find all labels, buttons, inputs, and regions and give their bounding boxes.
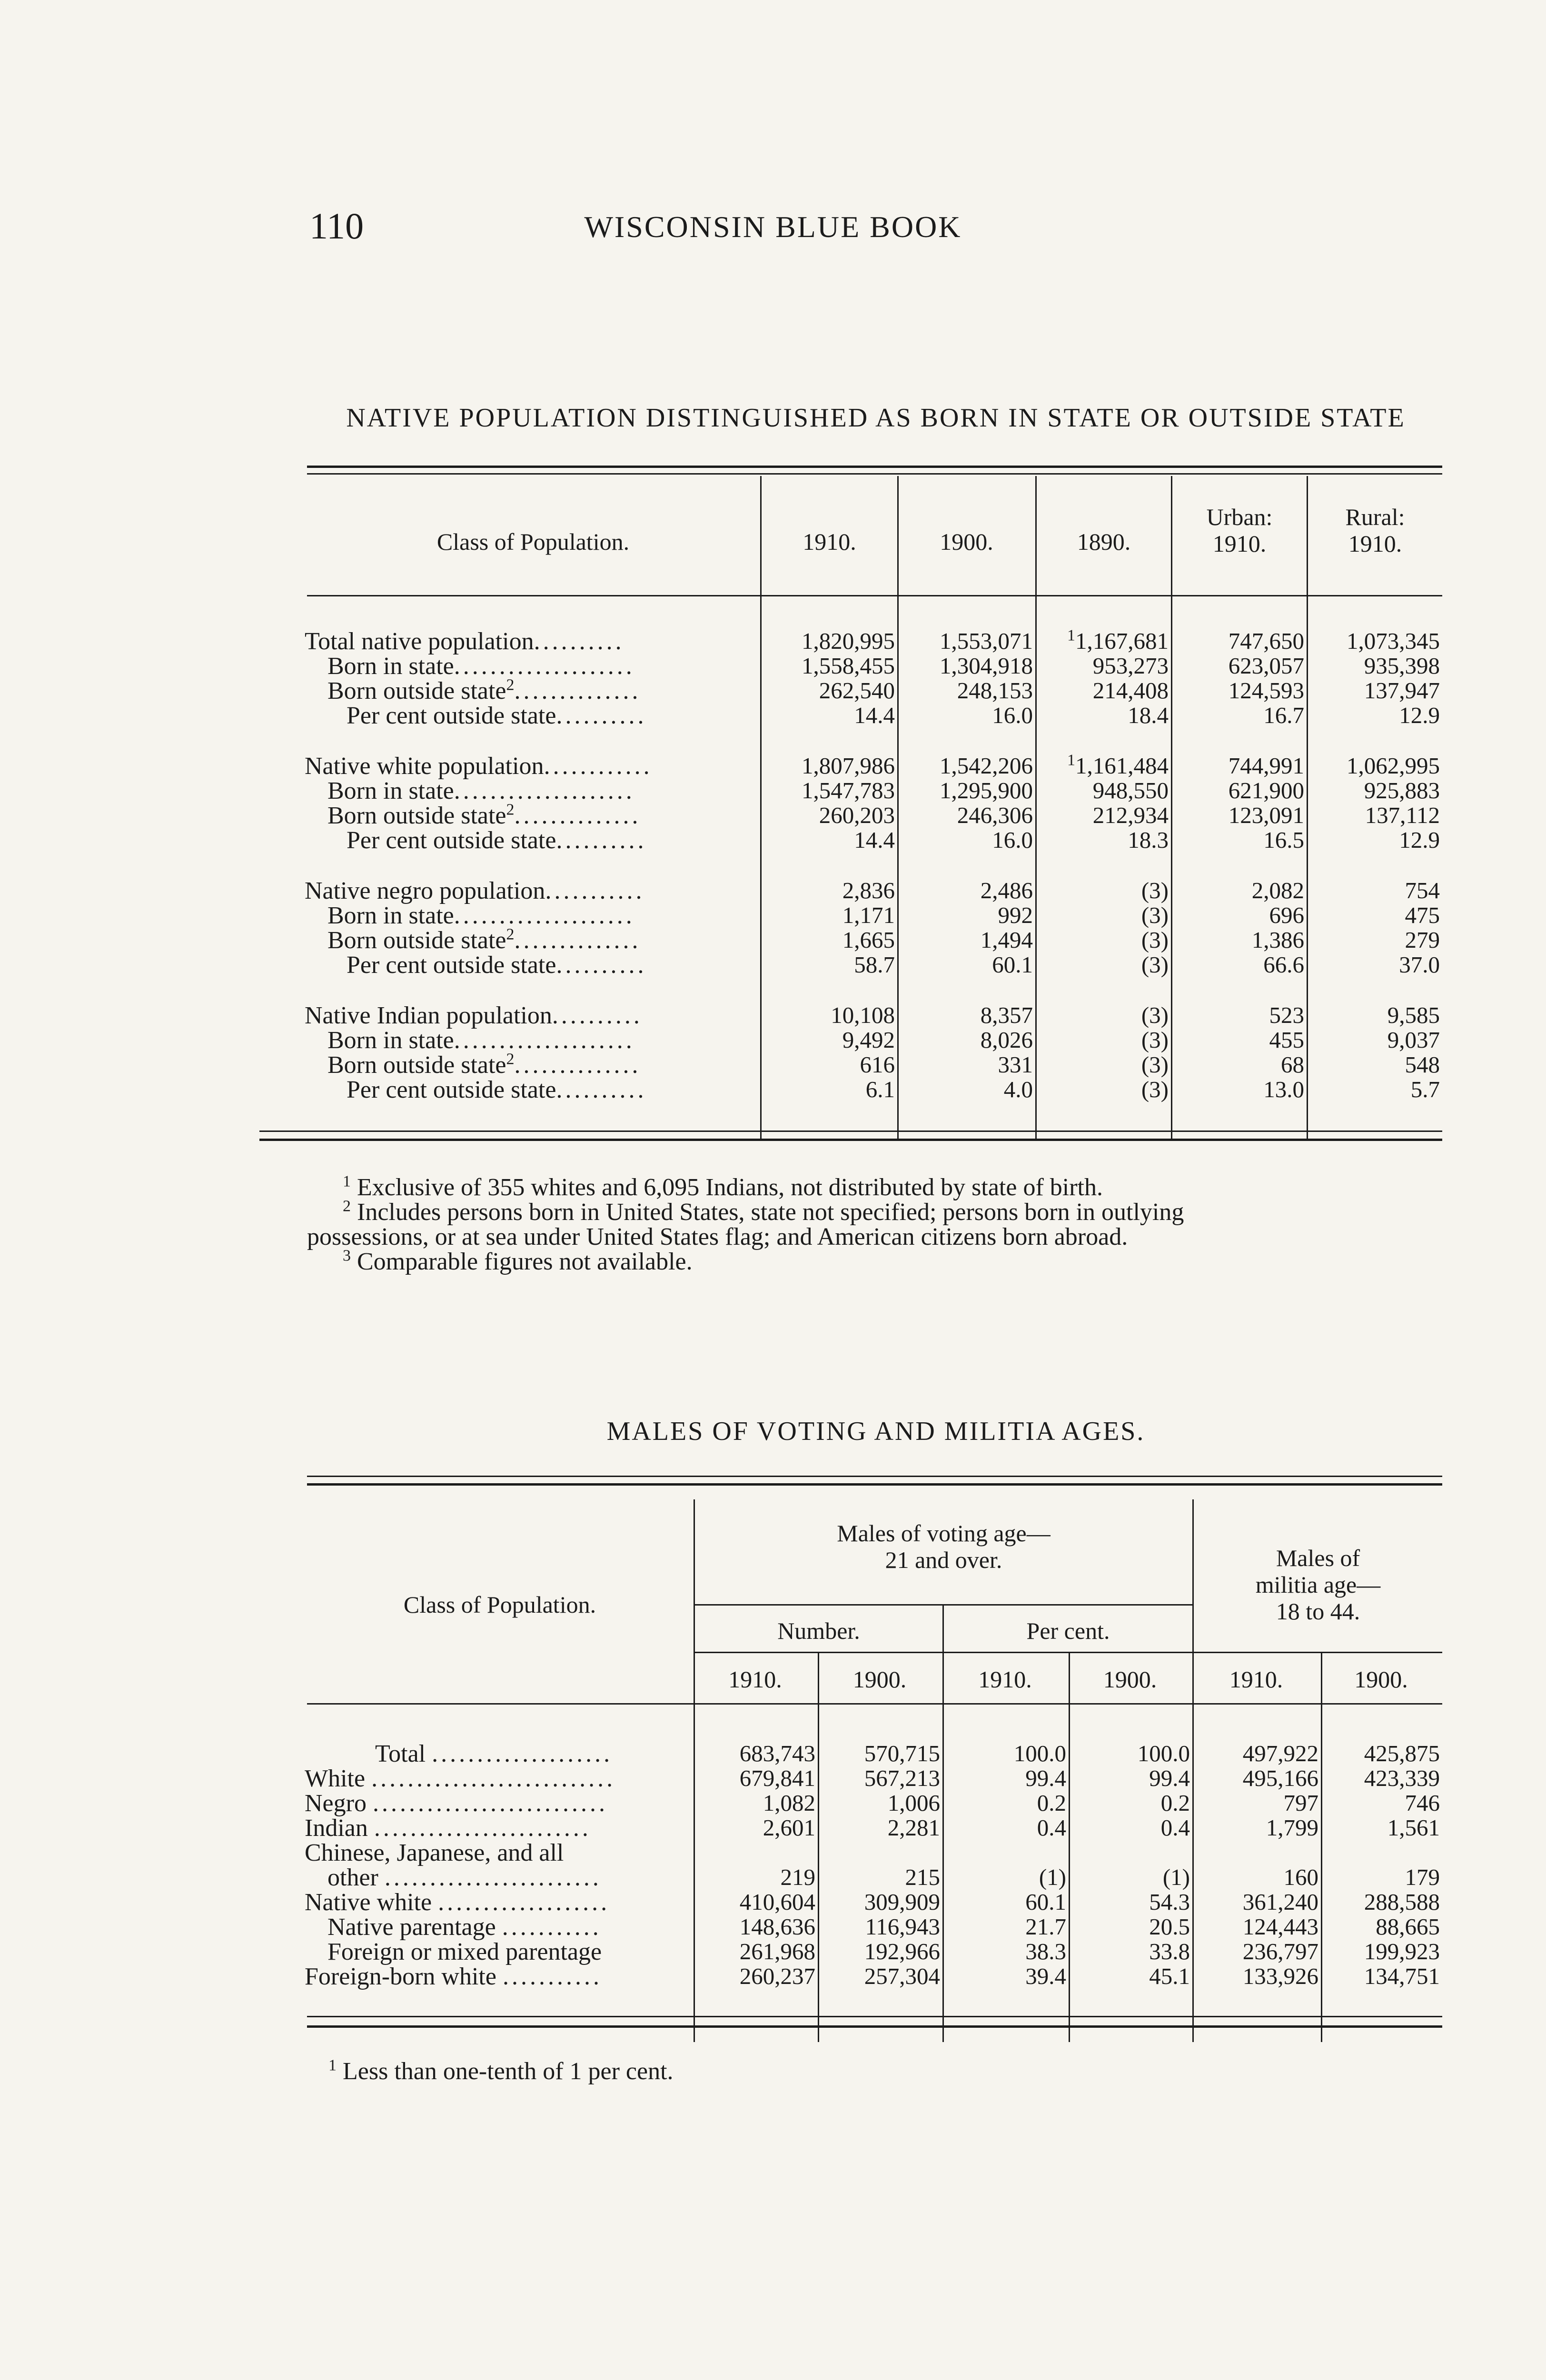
table2-cell: 495,166 xyxy=(1242,1765,1318,1791)
table2-cell: 179 xyxy=(1405,1864,1440,1890)
table2-cell: 425,875 xyxy=(1364,1740,1440,1766)
table2-header-rule xyxy=(307,1703,1442,1705)
table2-footnote: $^1$ Less than one-tenth of 1 per cent. xyxy=(328,2056,674,2085)
page-number: 110 xyxy=(309,205,364,247)
table1-cell: 696 xyxy=(1269,902,1304,928)
table1-cell: 1,171 xyxy=(842,902,895,928)
table1-cell: 1,547,783 xyxy=(802,777,895,803)
table2-cell: 39.4 xyxy=(1025,1963,1066,1989)
table1-row-label: Born in state.................... xyxy=(327,1027,635,1054)
table2-cell: 567,213 xyxy=(864,1765,940,1791)
table1-bottom-rule xyxy=(259,1130,1442,1132)
table1-top-rule-2 xyxy=(307,473,1442,475)
table2-cell: 0.4 xyxy=(1037,1815,1066,1841)
table1-col-urban: Urban: 1910. xyxy=(1206,504,1273,557)
table1-cell: 1,807,986 xyxy=(802,753,895,779)
table2-cell: 288,588 xyxy=(1364,1889,1440,1915)
table1-cell: 4.0 xyxy=(1003,1076,1033,1102)
table2-row-label: Indian ........................ xyxy=(305,1815,591,1842)
table1-cell: 1,304,918 xyxy=(940,653,1033,679)
table1-cell: 331 xyxy=(998,1051,1033,1078)
table1-cell: 137,947 xyxy=(1364,677,1440,704)
table2-percent-header: Per cent. xyxy=(1026,1617,1110,1644)
table1-cell: 455 xyxy=(1269,1027,1304,1053)
table2-cell: 260,237 xyxy=(739,1963,815,1989)
table1-cell: 523 xyxy=(1269,1002,1304,1028)
table2-cell: 116,943 xyxy=(865,1914,940,1940)
table2-year-header: 1900. xyxy=(1354,1666,1408,1693)
table2-year-header: 1910. xyxy=(728,1666,782,1693)
table1-cell: 475 xyxy=(1405,902,1440,928)
table1-cell: 1,553,071 xyxy=(940,628,1033,654)
table2-bottom-rule xyxy=(307,2016,1442,2017)
table1-cell: 279 xyxy=(1405,927,1440,953)
table2-cell: 1,799 xyxy=(1266,1815,1318,1841)
table1-row-label: Per cent outside state.......... xyxy=(347,952,647,979)
table1-cell: 214,408 xyxy=(1092,677,1169,704)
table1-cell: 754 xyxy=(1405,877,1440,903)
table1-cell: 12.9 xyxy=(1399,702,1440,728)
table1-row-label: Born in state.................... xyxy=(327,902,635,929)
table1-cell: 1,073,345 xyxy=(1347,628,1440,654)
table1-cell: 124,593 xyxy=(1228,677,1304,704)
table1-cell: 548 xyxy=(1405,1051,1440,1078)
table1-cell: 1,665 xyxy=(842,927,895,953)
table2-cell: 410,604 xyxy=(739,1889,815,1915)
table1-cell: 6.1 xyxy=(865,1076,895,1102)
table2-cell: 1,561 xyxy=(1387,1815,1440,1841)
table1-row-label: Native Indian population.......... xyxy=(305,1002,643,1029)
table2-cell: 683,743 xyxy=(739,1740,815,1766)
table2-cell: 746 xyxy=(1405,1790,1440,1816)
table2-top-rule xyxy=(307,1476,1442,1477)
table2-cell: 100.0 xyxy=(1137,1740,1190,1766)
table2-row-label: Native white ................... xyxy=(305,1889,610,1916)
table1-cell: 66.6 xyxy=(1263,952,1304,978)
table2-cell: 60.1 xyxy=(1025,1889,1066,1915)
table1-row-label: Per cent outside state.......... xyxy=(347,702,647,729)
table1-cell: 37.0 xyxy=(1399,952,1440,978)
table2-row-label: Negro .......................... xyxy=(305,1790,608,1817)
table2-cell: 0.2 xyxy=(1160,1790,1190,1816)
table2-number-header: Number. xyxy=(777,1617,860,1644)
table1-cell: 744,991 xyxy=(1228,753,1304,779)
table2-cell: 192,966 xyxy=(864,1938,940,1964)
table2-year-header: 1900. xyxy=(1103,1666,1157,1693)
table1-cell: 925,883 xyxy=(1364,777,1440,803)
table2-col-class: Class of Population. xyxy=(403,1591,596,1618)
table2-year-header: 1900. xyxy=(852,1666,907,1693)
table1-cell: $^1$1,161,484 xyxy=(1067,751,1169,779)
table2-cell: 45.1 xyxy=(1149,1963,1190,1989)
table1-cell: (3) xyxy=(1141,1051,1169,1078)
table1-row-label: Total native population.......... xyxy=(305,628,624,655)
table1-footnote: possessions, or at sea under United States flag; and American citizens born abroad. xyxy=(307,1223,1128,1250)
table1-cell: 1,558,455 xyxy=(802,653,895,679)
table2-row-label: White ........................... xyxy=(305,1765,616,1792)
table2-cell: 236,797 xyxy=(1242,1938,1318,1964)
table1-cell: 16.0 xyxy=(992,827,1033,853)
table2-cell: 38.3 xyxy=(1025,1938,1066,1964)
table2-cell: 679,841 xyxy=(739,1765,815,1791)
table1-footnote: $^2$ Includes persons born in United States, state not specified; persons born in outlying xyxy=(343,1197,1184,1226)
table1-cell: 137,112 xyxy=(1365,802,1440,828)
table1-cell: 621,900 xyxy=(1228,777,1304,803)
table1-cell: 14.4 xyxy=(854,827,895,853)
table1-title: NATIVE POPULATION DISTINGUISHED AS BORN IN STATE OR OUTSIDE STATE xyxy=(346,403,1406,433)
table1-cell: 1,295,900 xyxy=(940,777,1033,803)
table1-cell: 9,492 xyxy=(842,1027,895,1053)
table2-cell: 21.7 xyxy=(1025,1914,1066,1940)
table2-cell: 124,443 xyxy=(1242,1914,1318,1940)
table1-cell: 1,542,206 xyxy=(940,753,1033,779)
table1-cell: 948,550 xyxy=(1092,777,1169,803)
table2-cell: 99.4 xyxy=(1149,1765,1190,1791)
table1-row-label: Born in state.................... xyxy=(327,653,635,680)
table2-row-label: Chinese, Japanese, and all xyxy=(305,1839,564,1866)
table1-col-1890: 1890. xyxy=(1077,528,1131,555)
table1-cell: 8,357 xyxy=(980,1002,1033,1028)
table2-cell: (1) xyxy=(1039,1864,1066,1890)
table2-cell: 797 xyxy=(1283,1790,1318,1816)
table2-cell: 133,926 xyxy=(1242,1963,1318,1989)
table2-cell: 20.5 xyxy=(1149,1914,1190,1940)
table1-cell: (3) xyxy=(1141,927,1169,953)
table1-cell: 992 xyxy=(998,902,1033,928)
table2-cell: 423,339 xyxy=(1364,1765,1440,1791)
table2-cell: 215 xyxy=(905,1864,940,1890)
table2-cell: 219 xyxy=(780,1864,815,1890)
table1-cell: 9,585 xyxy=(1387,1002,1440,1028)
table2-cell: 0.4 xyxy=(1160,1815,1190,1841)
table2-cell: 54.3 xyxy=(1149,1889,1190,1915)
table1-col-1900: 1900. xyxy=(940,528,993,555)
table1-top-rule xyxy=(307,466,1442,468)
table1-row-label: Born outside state$^2$.............. xyxy=(327,1051,641,1079)
table2-year-header: 1910. xyxy=(1229,1666,1283,1693)
table2-cell: 99.4 xyxy=(1025,1765,1066,1791)
table2-cell: 33.8 xyxy=(1149,1938,1190,1964)
table1-cell: 212,934 xyxy=(1092,802,1169,828)
table2-cell: 361,240 xyxy=(1242,1889,1318,1915)
table1-cell: 8,026 xyxy=(980,1027,1033,1053)
table1-row-label: Born in state.................... xyxy=(327,777,635,804)
table2-year-header: 1910. xyxy=(978,1666,1032,1693)
table1-cell: (3) xyxy=(1141,952,1169,978)
table2-cell: 257,304 xyxy=(864,1963,940,1989)
table1-col-1910: 1910. xyxy=(803,528,856,555)
table1-col-class: Class of Population. xyxy=(436,528,630,555)
table2-cell: 2,601 xyxy=(763,1815,815,1841)
table1-cell: 68 xyxy=(1281,1051,1304,1078)
table1-cell: 248,153 xyxy=(957,677,1033,704)
table2-row-label: Foreign-born white ........... xyxy=(305,1963,602,1990)
table2-cell: 0.2 xyxy=(1037,1790,1066,1816)
table2-bottom-rule-2 xyxy=(307,2025,1442,2028)
table1-cell: 10,108 xyxy=(831,1002,895,1028)
table1-footnote: $^3$ Comparable figures not available. xyxy=(343,1247,693,1275)
table1-cell: 1,386 xyxy=(1251,927,1304,953)
table2-title: MALES OF VOTING AND MILITIA AGES. xyxy=(606,1417,1145,1446)
table2-row-label: Foreign or mixed parentage xyxy=(327,1938,602,1965)
table2-cell: 88,665 xyxy=(1376,1914,1440,1940)
table2-cell: 497,922 xyxy=(1242,1740,1318,1766)
table1-row-label: Born outside state$^2$.............. xyxy=(327,802,641,829)
table1-cell: 1,820,995 xyxy=(802,628,895,654)
table1-cell: 747,650 xyxy=(1228,628,1304,654)
table1-cell: 262,540 xyxy=(819,677,895,704)
table1-row-label: Per cent outside state.......... xyxy=(347,1076,647,1103)
table1-cell: 16.7 xyxy=(1263,702,1304,728)
table1-cell: 12.9 xyxy=(1399,827,1440,853)
table1-cell: 616 xyxy=(860,1051,895,1078)
running-head: WISCONSIN BLUE BOOK xyxy=(584,210,962,244)
table1-cell: 16.5 xyxy=(1263,827,1304,853)
table1-cell: 2,836 xyxy=(842,877,895,903)
table1-row-label: Born outside state$^2$.............. xyxy=(327,926,641,954)
table1-cell: (3) xyxy=(1141,902,1169,928)
table1-bottom-rule-2 xyxy=(259,1139,1442,1141)
table1-cell: (3) xyxy=(1141,1027,1169,1053)
table1-cell: 2,082 xyxy=(1251,877,1304,903)
table1-row-label: Per cent outside state.......... xyxy=(347,827,647,854)
table1-cell: 123,091 xyxy=(1228,802,1304,828)
table1-cell: 60.1 xyxy=(992,952,1033,978)
table1-row-label: Born outside state$^2$.............. xyxy=(327,677,641,704)
table1-cell: (3) xyxy=(1141,877,1169,903)
table1-cell: 1,062,995 xyxy=(1347,753,1440,779)
table1-cell: 2,486 xyxy=(980,877,1033,903)
table2-top-rule-2 xyxy=(307,1483,1442,1486)
table1-cell: 58.7 xyxy=(854,952,895,978)
table2-cell: 309,909 xyxy=(864,1889,940,1915)
table2-cell: 148,636 xyxy=(739,1914,815,1940)
table2-cell: 100.0 xyxy=(1013,1740,1066,1766)
table2-cell: (1) xyxy=(1162,1864,1190,1890)
table2-cell: 199,923 xyxy=(1364,1938,1440,1964)
table1-row-label: Native negro population........... xyxy=(305,877,645,904)
table1-cell: 9,037 xyxy=(1387,1027,1440,1053)
table2-voting-header: Males of voting age— 21 and over. xyxy=(837,1520,1050,1573)
table1-header-rule xyxy=(307,595,1442,596)
table1-footnote: $^1$ Exclusive of 355 whites and 6,095 Indians, not distributed by state of birth. xyxy=(343,1172,1103,1201)
table1-cell: 14.4 xyxy=(854,702,895,728)
table2-cell: 134,751 xyxy=(1364,1963,1440,1989)
table2-cell: 2,281 xyxy=(887,1815,940,1841)
table2-cell: 160 xyxy=(1283,1864,1318,1890)
table2-cell: 570,715 xyxy=(864,1740,940,1766)
table1-cell: 623,057 xyxy=(1228,653,1304,679)
table2-cell: 261,968 xyxy=(739,1938,815,1964)
table2-row-label: Total .................... xyxy=(375,1740,613,1767)
table1-cell: (3) xyxy=(1141,1076,1169,1102)
table1-cell: 5.7 xyxy=(1410,1076,1440,1102)
table1-cell: 18.3 xyxy=(1128,827,1169,853)
table1-cell: (3) xyxy=(1141,1002,1169,1028)
table2-cell: 1,082 xyxy=(763,1790,815,1816)
table1-cell: 13.0 xyxy=(1263,1076,1304,1102)
table1-cell: $^1$1,167,681 xyxy=(1067,626,1169,654)
table1-cell: 18.4 xyxy=(1128,702,1169,728)
table1-col-rural: Rural: 1910. xyxy=(1345,504,1405,557)
table1-cell: 16.0 xyxy=(992,702,1033,728)
table2-militia-header: Males of militia age— 18 to 44. xyxy=(1255,1545,1381,1625)
table1-cell: 935,398 xyxy=(1364,653,1440,679)
table1-cell: 246,306 xyxy=(957,802,1033,828)
table2-cell: 1,006 xyxy=(887,1790,940,1816)
table1-row-label: Native white population............ xyxy=(305,753,653,780)
table2-row-label: Native parentage ........... xyxy=(327,1914,602,1941)
table1-cell: 1,494 xyxy=(980,927,1033,953)
table1-cell: 953,273 xyxy=(1092,653,1169,679)
table2-row-label: other ........................ xyxy=(327,1864,602,1891)
table1-cell: 260,203 xyxy=(819,802,895,828)
